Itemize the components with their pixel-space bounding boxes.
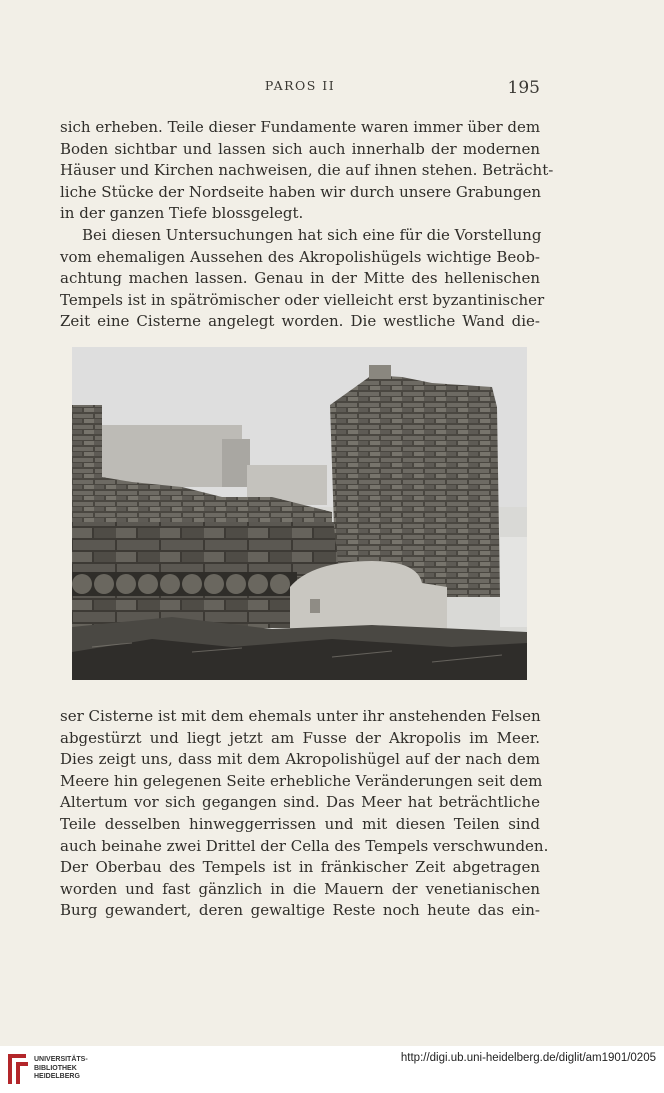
text-line: Tempels ist in spätrömischer oder vielleicht erst byzantinischer (60, 290, 545, 309)
text-line: worden und fast gänzlich in die Mauern der venetianischen (60, 879, 540, 898)
text-line: Meere hin gelegenen Seite erhebliche Veränderungen seit dem (60, 771, 543, 790)
running-title: PAROS II (264, 78, 336, 93)
library-name (34, 1056, 88, 1082)
text-line: achtung machen lassen. Genau in der Mitte des hellenischen (60, 269, 540, 288)
library-name-line: HEIDELBERG (34, 1073, 80, 1080)
library-name-line: UNIVERSITÄTS- (34, 1056, 88, 1063)
permalink-url[interactable]: http://digi.ub.uni-heidelberg.de/diglit/am1901/0205 (400, 1052, 656, 1064)
text-line: Häuser und Kirchen nachweisen, die auf ihnen stehen. Beträcht- (60, 161, 554, 180)
text-line: sich erheben. Teile dieser Fundamente waren immer über dem (60, 118, 541, 136)
text-line: Zeit eine Cisterne angelegt worden. Die westliche Wand die- (60, 312, 540, 331)
text-line: liche Stücke der Nordseite haben wir durch unsere Grabungen (60, 182, 542, 201)
viewer-footer (0, 1046, 664, 1093)
text-line: Bei diesen Untersuchungen hat sich eine für die Vorstellung (82, 226, 542, 244)
library-logo-icon[interactable] (6, 1052, 30, 1086)
paragraph-1 (60, 117, 554, 225)
text-line: Der Oberbau des Tempels ist in fränkischer Zeit abgetragen (60, 858, 540, 877)
paragraph-3 (60, 706, 549, 922)
text-line: Burg gewandert, deren gewaltige Reste noch heute das ein- (60, 901, 540, 920)
paragraph-2 (60, 225, 545, 333)
page-number: 195 (507, 78, 540, 98)
text-line: vom ehemaligen Aussehen des Akropolishügels wichtige Beob- (60, 247, 540, 266)
text-line: Teile desselben hinweggerrissen und mit diesen Teilen sind (60, 814, 540, 833)
text-line: auch beinahe zwei Drittel der Cella des Tempels verschwunden. (60, 836, 549, 855)
text-line: Dies zeigt uns, dass mit dem Akropolishügel auf der nach dem (60, 750, 540, 769)
text-line: Altertum vor sich gegangen sind. Das Meer hat beträchtliche (60, 793, 540, 812)
text-line: abgestürzt und liegt jetzt am Fusse der Akropolis im Meer. (60, 728, 540, 747)
photograph-ruins (72, 347, 527, 680)
text-line: in der ganzen Tiefe blossgelegt. (60, 204, 304, 223)
text-line: ser Cisterne ist mit dem ehemals unter ihr anstehenden Felsen (60, 707, 541, 725)
photo-illustration (72, 347, 527, 680)
library-name-line: BIBLIOTHEK (34, 1064, 77, 1072)
text-line: Boden sichtbar und lassen sich auch innerhalb der modernen (60, 139, 540, 158)
page-header (60, 78, 540, 100)
